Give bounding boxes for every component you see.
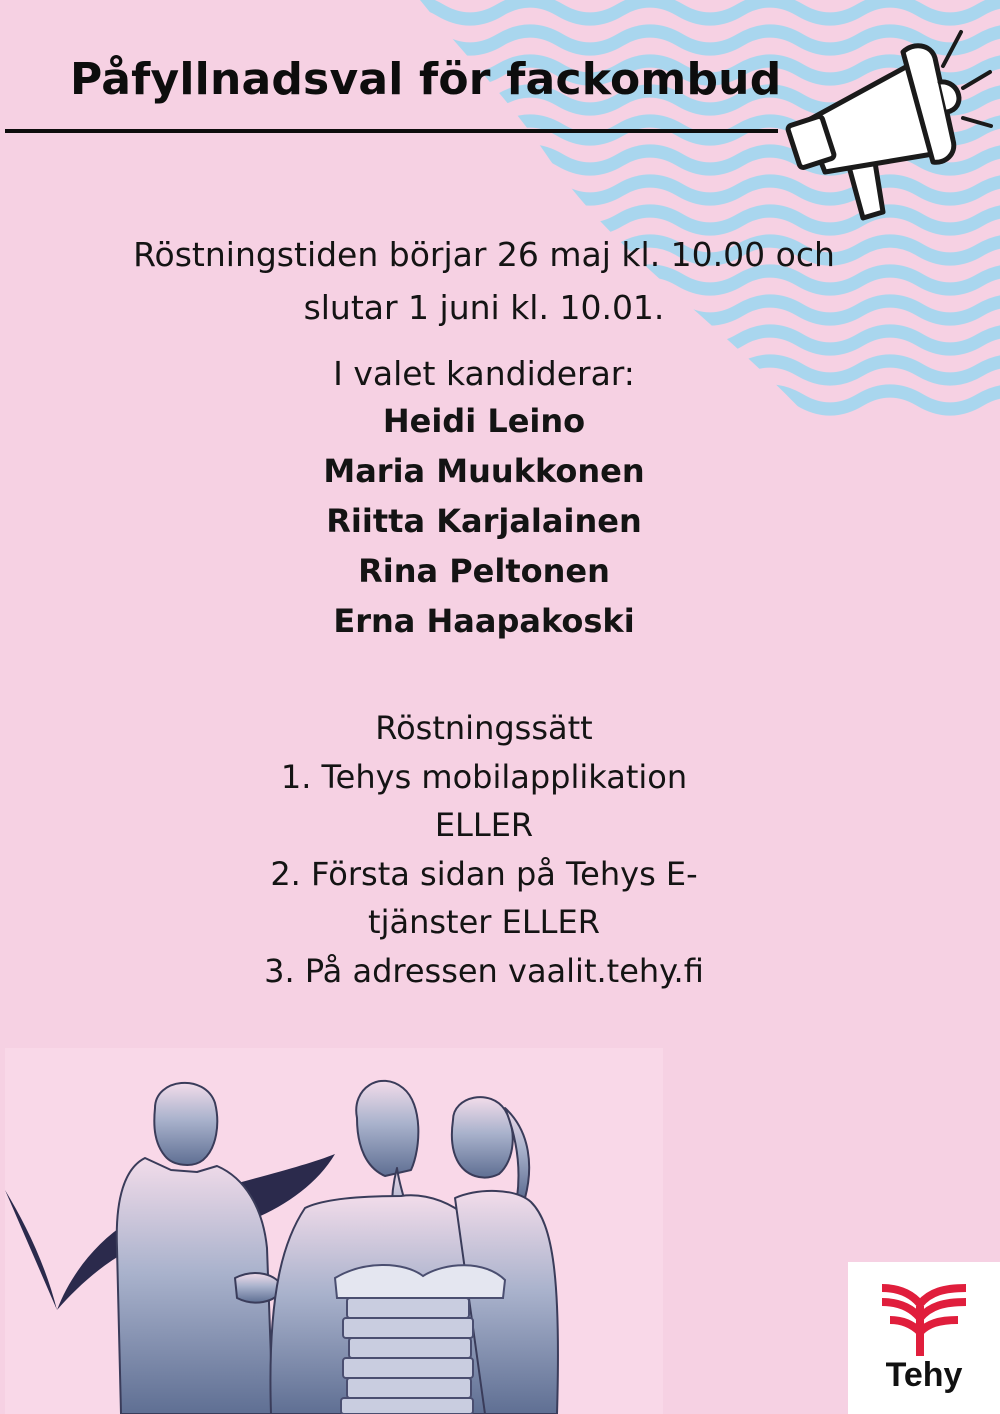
- voting-time-line: slutar 1 juni kl. 10.01.: [303, 288, 665, 327]
- tehy-logo-text: Tehy: [885, 1356, 963, 1394]
- voting-time-line: Röstningstiden börjar 26 maj kl. 10.00 och: [133, 235, 835, 274]
- candidate-name: Riitta Karjalainen: [326, 502, 642, 540]
- voting-method-line: 2. Första sidan på Tehys E-: [270, 854, 698, 893]
- voting-time: [0, 228, 968, 334]
- voting-method-line: 1. Tehys mobilapplikation: [280, 757, 688, 796]
- voting-methods: [0, 704, 968, 995]
- candidate-name: Heidi Leino: [382, 402, 586, 440]
- candidate-list: [0, 396, 968, 646]
- tehy-logo: [848, 1262, 1000, 1414]
- page-title: Påfyllnadsval för fackombud: [70, 54, 782, 105]
- tehy-logo-icon: [880, 1280, 968, 1356]
- voting-methods-heading: Röstningssätt: [375, 709, 593, 747]
- candidates-label: I valet kandiderar:: [333, 354, 635, 393]
- nurses-illustration: [5, 1048, 663, 1414]
- voting-method-line: 3. På adressen vaalit.tehy.fi: [264, 951, 704, 990]
- candidate-name: Rina Peltonen: [358, 552, 610, 590]
- candidate-name: Maria Muukkonen: [323, 452, 645, 490]
- megaphone-icon: [785, 22, 995, 237]
- candidate-name: Erna Haapakoski: [333, 602, 635, 640]
- title-underline: [5, 129, 778, 133]
- voting-method-line: tjänster ELLER: [368, 903, 600, 941]
- voting-method-line: ELLER: [434, 806, 534, 844]
